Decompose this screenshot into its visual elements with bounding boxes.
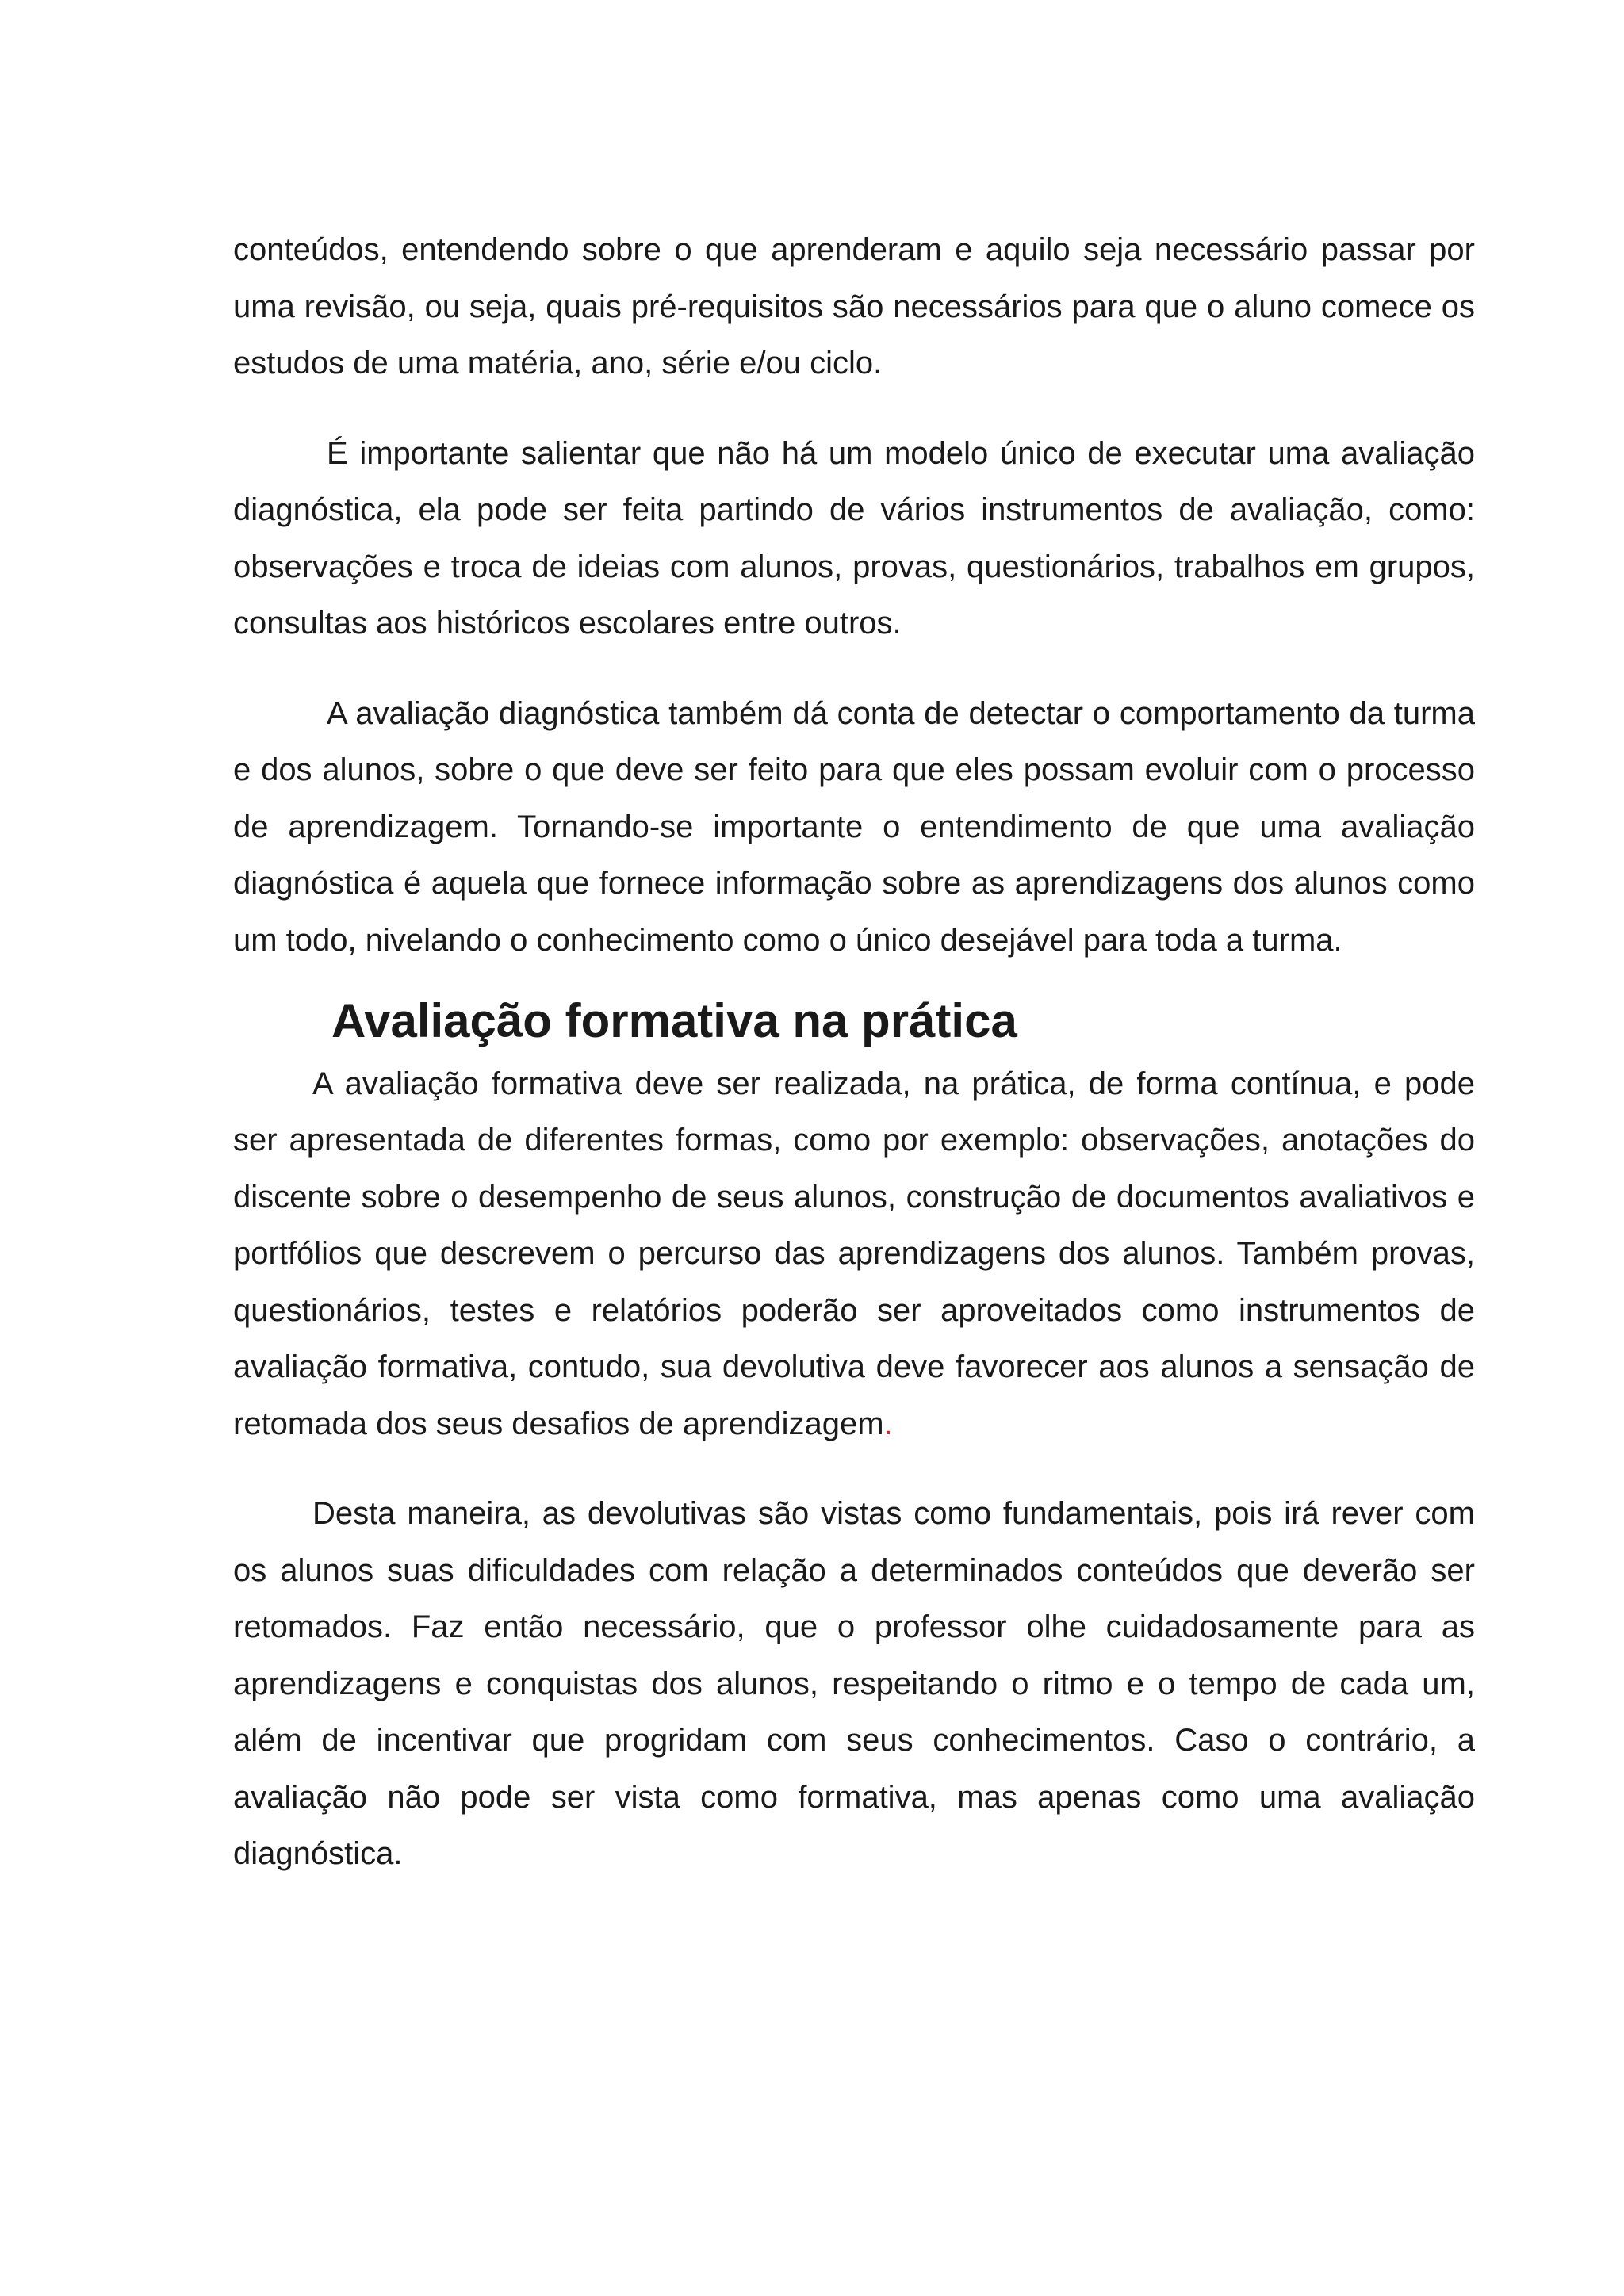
paragraph-formative-evaluation [233, 1056, 1475, 1453]
red-period-mark: . [883, 1406, 893, 1441]
document-page [233, 222, 1475, 1883]
paragraph-feedback: Desta maneira, as devolutivas são vistas como fundamentais, pois irá rever com os alunos suas dificuldades com relação a determinados conteúdos que deverão ser retomados. Faz então necessário, que o professor olhe cuidadosamente para as aprendizagens e conquistas dos alunos, respeitando o ritmo e o tempo de cada um, além de incentivar que progridam com seus conhecimentos. Caso o contrário, a avaliação não pode ser vista como formativa, mas apenas como uma avaliação diagnóstica. [233, 1496, 1475, 1871]
paragraph-continuation: conteúdos, entendendo sobre o que aprenderam e aquilo seja necessário passar por uma revisão, ou seja, quais pré-requisitos são necessários para que o aluno comece os estudos de uma matéria, ano, série e/ou ciclo. [233, 232, 1475, 381]
section-heading: Avaliação formativa na prática [331, 994, 1017, 1047]
paragraph-evaluation-models: É importante salientar que não há um modelo único de executar uma avaliação diagnóstica, ela pode ser feita partindo de vários instrumentos de avaliação, como: observações e troca de ideias com alunos, provas, questionários, trabalhos em grupos, consultas aos históricos escolares entre outros. [233, 435, 1475, 641]
paragraph-diagnostic-evaluation: A avaliação diagnóstica também dá conta de detectar o comportamento da turma e dos alunos, sobre o que deve ser feito para que eles possam evoluir com o processo de aprendizagem. Tornando-se importante o entendimento de que uma avaliação diagnóstica é aquela que fornece informação sobre as aprendizagens dos alunos como um todo, nivelando o conhecimento como o único desejável para toda a turma. [233, 695, 1475, 958]
paragraph-formative-text: A avaliação formativa deve ser realizada, na prática, de forma contínua, e pode ser apresentada de diferentes formas, como por exemplo: observações, anotações do discente sobre o desempenho de seus alunos, construção de documentos avaliativos e portfólios que descrevem o percurso das aprendizagens dos alunos. Também provas, questionários, testes e relatórios poderão ser aproveitados como instrumentos de avaliação formativa, contudo, sua devolutiva deve favorecer aos alunos a sensação de retomada dos seus desafios de aprendizagem [233, 1066, 1475, 1441]
